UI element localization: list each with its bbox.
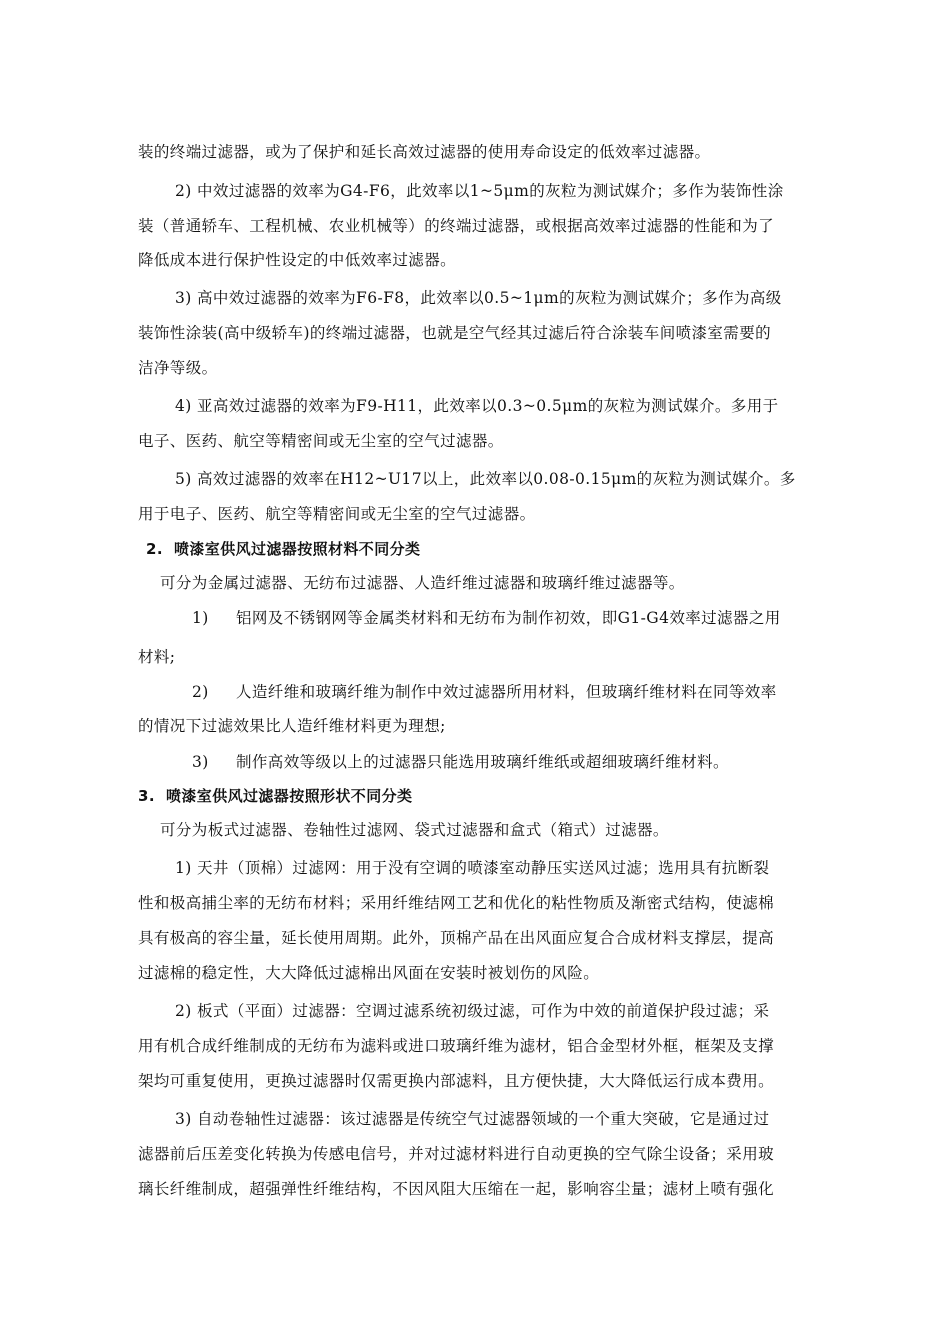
paragraph-line: 璃长纤维制成，超强弹性纤维结构，不因风阻大压缩在一起，影响容尘量；滤材上喷有强化 bbox=[138, 1180, 775, 1198]
paragraph-line: 过滤棉的稳定性，大大降低过滤棉出风面在安装时被划伤的风险。 bbox=[138, 964, 600, 982]
paragraph-line: 可分为板式过滤器、卷轴性过滤网、袋式过滤器和盒式（箱式）过滤器。 bbox=[160, 821, 669, 839]
paragraph-line: 3) 高中效过滤器的效率为F6-F8，此效率以0.5~1μm的灰粒为测试媒介；多作为高级 bbox=[175, 289, 782, 307]
list-item bbox=[192, 680, 872, 704]
paragraph-line: 装（普通轿车、工程机械、农业机械等）的终端过滤器，或根据高效率过滤器的性能和为了 bbox=[138, 217, 775, 235]
paragraph-line: 5) 高效过滤器的效率在H12~U17以上，此效率以0.08-0.15μm的灰粒为测试媒介。多 bbox=[175, 470, 796, 488]
paragraph-line: 具有极高的容尘量，延长使用周期。此外，顶棉产品在出风面应复合合成材料支撑层，提高 bbox=[138, 929, 775, 947]
list-text: 制作高效等级以上的过滤器只能选用玻璃纤维纸或超细玻璃纤维材料。 bbox=[236, 753, 729, 771]
list-number: 2) bbox=[192, 683, 209, 701]
paragraph-line: 装饰性涂装(高中级轿车)的终端过滤器，也就是空气经其过滤后符合涂装车间喷漆室需要的 bbox=[138, 324, 771, 342]
section-number: 3. bbox=[138, 787, 155, 805]
paragraph-line: 装的终端过滤器，或为了保护和延长高效过滤器的使用寿命设定的低效率过滤器。 bbox=[138, 143, 711, 161]
section-title: 喷漆室供风过滤器按照材料不同分类 bbox=[174, 540, 421, 558]
paragraph-line: 电子、医药、航空等精密间或无尘室的空气过滤器。 bbox=[138, 432, 504, 450]
list-text: 人造纤维和玻璃纤维为制作中效过滤器所用材料，但玻璃纤维材料在同等效率 bbox=[236, 683, 777, 701]
section-title: 喷漆室供风过滤器按照形状不同分类 bbox=[166, 787, 413, 805]
paragraph-line: 3) 自动卷轴性过滤器：该过滤器是传统空气过滤器领域的一个重大突破，它是通过过 bbox=[175, 1110, 770, 1128]
section-heading-3 bbox=[138, 784, 818, 808]
section-number: 2. bbox=[146, 540, 163, 558]
paragraph-line: 滤器前后压差变化转换为传感电信号，并对过滤材料进行自动更换的空气除尘设备；采用玻 bbox=[138, 1145, 775, 1163]
list-item bbox=[192, 750, 872, 774]
list-text: 铝网及不锈钢网等金属类材料和无纺布为制作初效，即G1-G4效率过滤器之用 bbox=[236, 609, 781, 627]
paragraph-line: 用有机合成纤维制成的无纺布为滤料或进口玻璃纤维为滤材，铝合金型材外框，框架及支撑 bbox=[138, 1037, 775, 1055]
paragraph-line: 2) 板式（平面）过滤器：空调过滤系统初级过滤，可作为中效的前道保护段过滤；采 bbox=[175, 1002, 770, 1020]
paragraph-line: 洁净等级。 bbox=[138, 359, 218, 377]
list-number: 3) bbox=[192, 753, 209, 771]
list-number: 1) bbox=[192, 609, 209, 627]
paragraph-line: 的情况下过滤效果比人造纤维材料更为理想; bbox=[138, 717, 446, 735]
paragraph-line: 架均可重复使用，更换过滤器时仅需更换内部滤料，且方便快捷，大大降低运行成本费用。 bbox=[138, 1072, 775, 1090]
paragraph-line: 可分为金属过滤器、无纺布过滤器、人造纤维过滤器和玻璃纤维过滤器等。 bbox=[160, 574, 685, 592]
paragraph-line: 性和极高捕尘率的无纺布材料；采用纤维结网工艺和优化的粘性物质及渐密式结构，使滤棉 bbox=[138, 894, 775, 912]
paragraph-line: 2) 中效过滤器的效率为G4-F6，此效率以1~5μm的灰粒为测试媒介；多作为装饰性涂 bbox=[175, 182, 784, 200]
paragraph-line: 4) 亚高效过滤器的效率为F9-H11，此效率以0.3~0.5μm的灰粒为测试媒介。多用于 bbox=[175, 397, 779, 415]
paragraph-line: 1) 天井（顶棉）过滤网：用于没有空调的喷漆室动静压实送风过滤；选用具有抗断裂 bbox=[175, 859, 770, 877]
list-item bbox=[192, 606, 872, 630]
paragraph-line: 用于电子、医药、航空等精密间或无尘室的空气过滤器。 bbox=[138, 505, 536, 523]
paragraph-line: 材料; bbox=[138, 648, 176, 666]
section-heading-2 bbox=[146, 537, 826, 561]
paragraph-line: 降低成本进行保护性设定的中低效率过滤器。 bbox=[138, 251, 457, 269]
